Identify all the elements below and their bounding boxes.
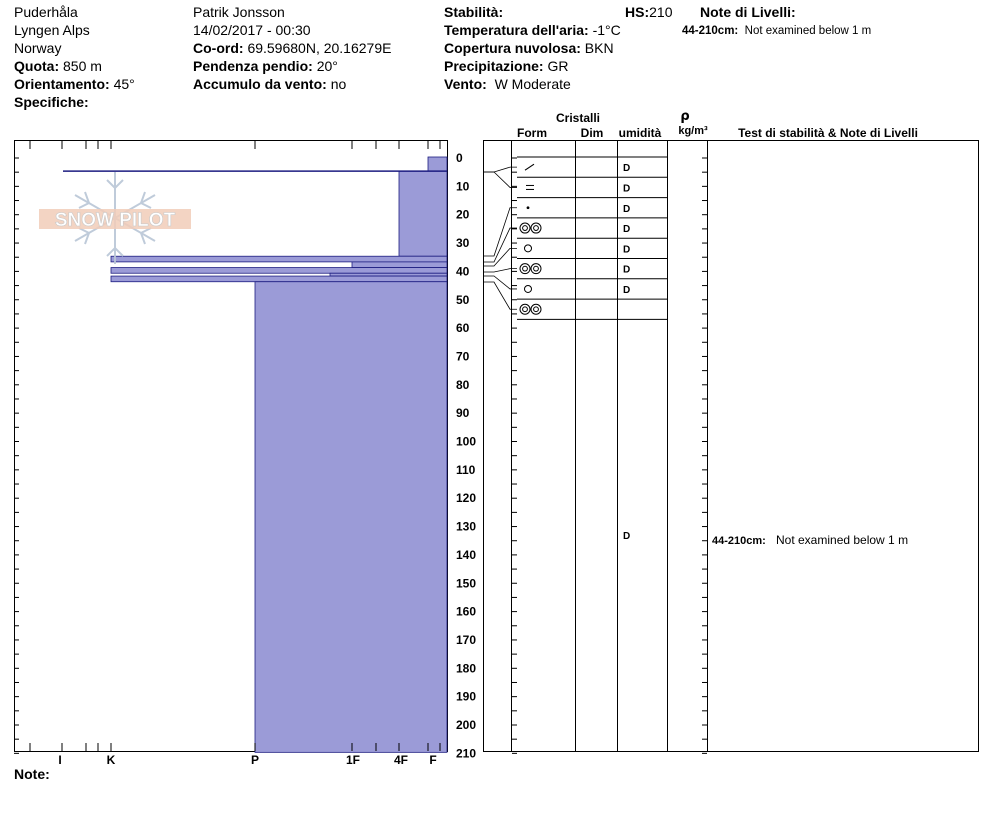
- crystal-form-icon: [525, 164, 534, 170]
- table-frame: [484, 141, 979, 752]
- moisture-cell: D: [623, 244, 631, 256]
- hardness-layer-2: [111, 256, 447, 262]
- hardness-label-I: I: [58, 753, 62, 767]
- crystal-form-icon: [525, 245, 532, 252]
- density-unit-header: kg/m³: [678, 125, 708, 137]
- precip-value: GR: [547, 58, 569, 74]
- layer-notes-text: Not examined below 1 m: [744, 25, 872, 37]
- hs-value: 210: [649, 4, 673, 20]
- crystal-form-icon: [520, 304, 541, 314]
- crystal-form-icon: [526, 185, 534, 189]
- crystal-form-icon: [520, 223, 541, 233]
- cloud-row: Copertura nuvolosa: BKN: [444, 40, 614, 56]
- moisture-cell: D: [623, 203, 631, 215]
- table-depth-ticks: [512, 158, 707, 753]
- depth-label: 130: [456, 519, 477, 534]
- hardness-label-1F: 1F: [345, 753, 361, 767]
- hardness-layer-6: [111, 276, 447, 282]
- coords-row: Co-ord: 69.59680N, 20.16279E: [193, 40, 392, 56]
- depth-label: 150: [456, 576, 477, 591]
- hardness-label-4F: 4F: [393, 753, 409, 767]
- layer-table: [484, 140, 979, 753]
- depth-label: 50: [456, 292, 470, 307]
- layer-notes-title: Note di Livelli:: [700, 4, 796, 20]
- precip-row: Precipitazione: GR: [444, 58, 569, 74]
- depth-label: 70: [456, 349, 470, 364]
- wind-loading-value: no: [330, 76, 347, 92]
- wind-row: Vento: W Moderate: [444, 76, 571, 92]
- snowpilot-logo: [39, 172, 191, 264]
- coords-value: 69.59680N, 20.16279E: [247, 40, 392, 56]
- depth-label: 30: [456, 236, 470, 251]
- wind-value: W Moderate: [494, 76, 571, 92]
- crystal-form-icon: [527, 206, 530, 209]
- moisture-cell: D: [623, 224, 631, 236]
- moisture-cell: D: [623, 183, 631, 195]
- depth-label: 20: [456, 207, 470, 222]
- depth-label: 110: [456, 462, 476, 477]
- deep-layer-note-depth: 44-210cm:: [712, 535, 766, 547]
- depth-label: 120: [456, 491, 477, 506]
- size-header: Dim: [580, 126, 604, 140]
- elevation-row: Quota: 850 m: [14, 58, 102, 74]
- depth-label: 170: [456, 632, 477, 647]
- depth-label: 140: [456, 547, 477, 562]
- depth-label: 210: [456, 746, 477, 761]
- hardness-layer-3: [352, 262, 447, 268]
- depth-label: 100: [456, 434, 477, 449]
- elevation-value: 850 m: [63, 58, 102, 74]
- crystal-form-icon: [520, 264, 541, 274]
- moisture-header: umidità: [618, 126, 662, 140]
- hs-row: HS:210: [625, 4, 673, 20]
- aspect-row: Orientamento: 45°: [14, 76, 135, 92]
- crystal-form-icon: [525, 285, 532, 292]
- hardness-layer-1: [399, 171, 447, 256]
- snowpilot-logo-text: SNOW PILOT: [54, 210, 176, 231]
- depth-label: 80: [456, 377, 470, 392]
- moisture-cell: D: [623, 284, 631, 296]
- slope-value: 20°: [316, 58, 338, 74]
- wind-loading-row: Accumulo da vento: no: [193, 76, 347, 92]
- depth-label: 180: [456, 661, 477, 676]
- hardness-layer-7: [255, 282, 447, 753]
- depth-label: 40: [456, 264, 470, 279]
- observer-name: Patrik Jonsson: [193, 4, 285, 20]
- air-temp-row: Temperatura dell'aria: -1°C: [444, 22, 621, 38]
- hardness-label-P: P: [250, 753, 260, 767]
- notes-label: Note:: [14, 766, 50, 782]
- hardness-layer-0: [428, 157, 447, 171]
- hardness-bars: [63, 157, 447, 752]
- depth-label: 60: [456, 321, 470, 336]
- rho-header: ρ: [680, 109, 690, 124]
- mountain-range: Lyngen Alps: [14, 22, 90, 38]
- hardness-label-F: F: [429, 753, 437, 767]
- location-name: Puderhåla: [14, 4, 78, 20]
- form-header: Form: [517, 126, 547, 140]
- moisture-cell: D: [623, 163, 631, 175]
- hardness-label-K: K: [106, 753, 116, 767]
- layer-notes-depth: 44-210cm:: [682, 25, 739, 37]
- country: Norway: [14, 40, 62, 56]
- moisture-cell: D: [623, 264, 631, 276]
- cloud-value: BKN: [584, 40, 614, 56]
- stability-notes-header: Test di stabilità & Note di Livelli: [738, 126, 918, 140]
- hardness-layer-5: [330, 273, 447, 276]
- depth-label: 90: [456, 406, 470, 421]
- slope-row: Pendenza pendio: 20°: [193, 58, 338, 74]
- aspect-value: 45°: [113, 76, 135, 92]
- crystals-header: Cristalli: [555, 111, 601, 125]
- deep-layer-moisture: D: [623, 531, 631, 542]
- depth-label: 190: [456, 689, 477, 704]
- depth-label: 0: [456, 151, 463, 165]
- stability-row: Stabilità:: [444, 4, 504, 20]
- depth-label: 10: [456, 179, 470, 194]
- depth-label: 200: [456, 718, 477, 732]
- hardness-layer-4: [111, 268, 447, 274]
- specifics-row: Specifiche:: [14, 94, 89, 110]
- air-temp-value: -1°C: [592, 22, 621, 38]
- observation-datetime: 14/02/2017 - 00:30: [193, 22, 311, 38]
- depth-label: 160: [456, 604, 477, 619]
- deep-layer-note: Not examined below 1 m: [776, 533, 909, 547]
